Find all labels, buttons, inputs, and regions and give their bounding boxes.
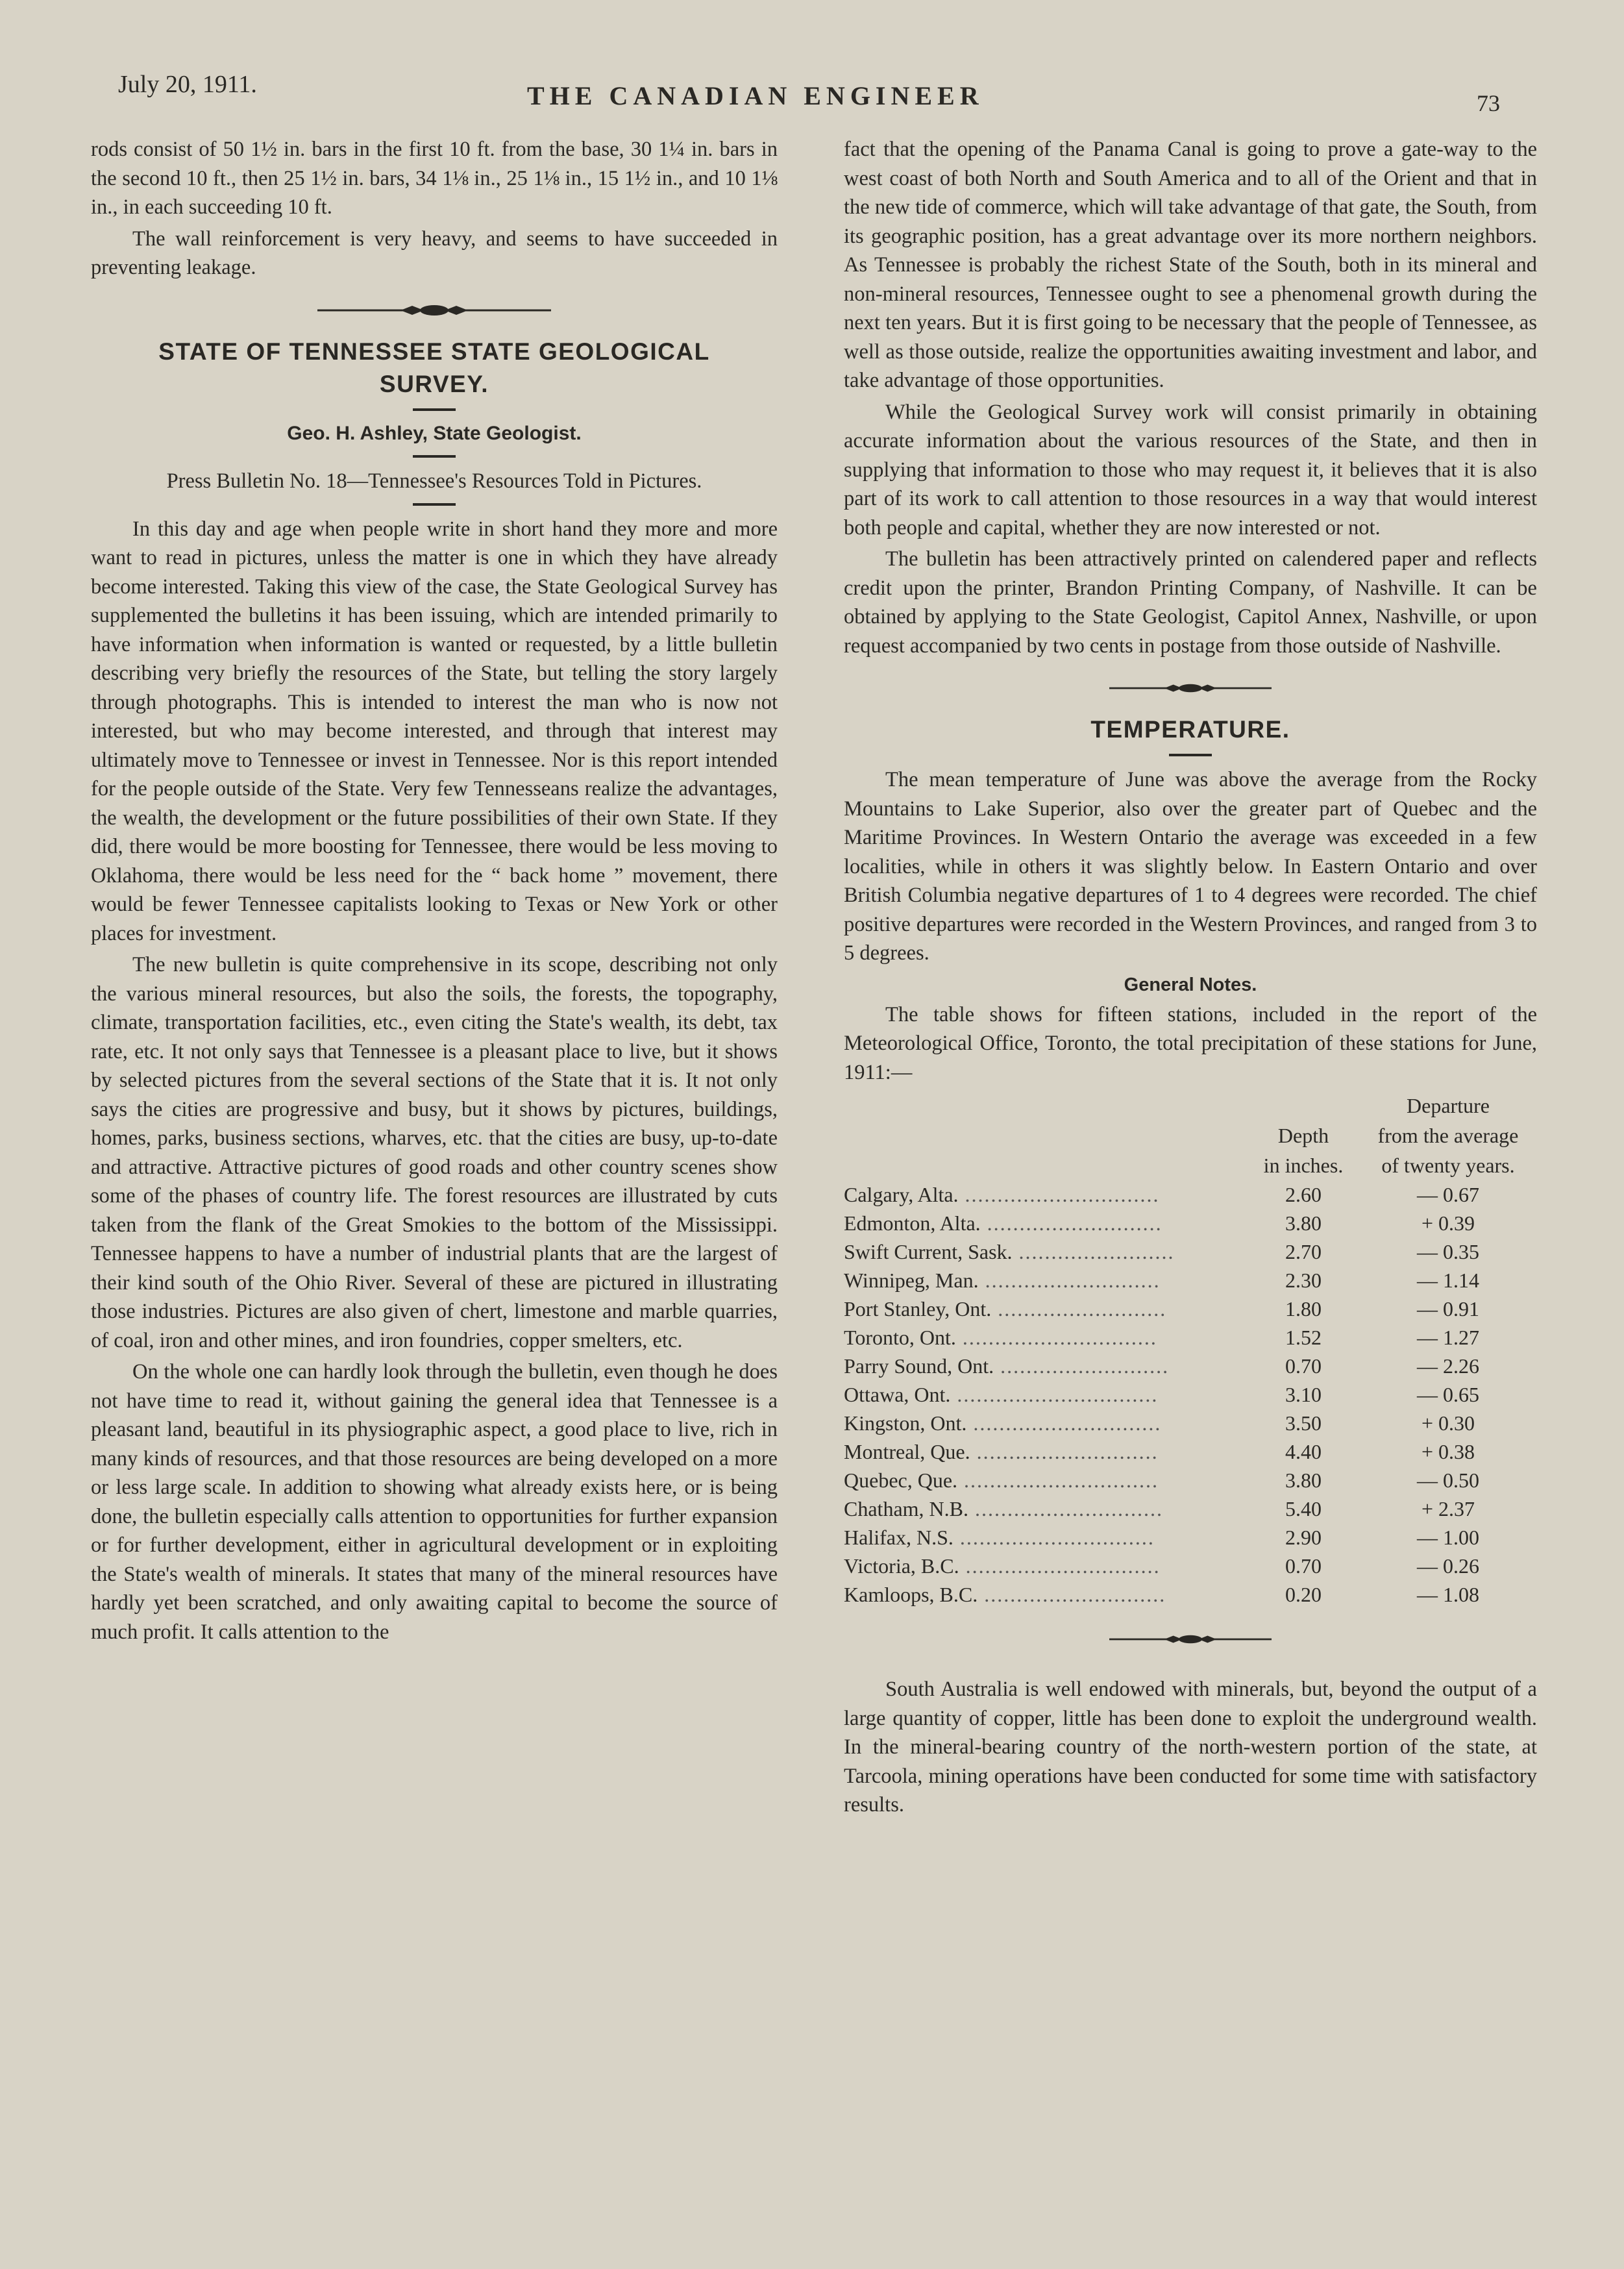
station-name: Port Stanley, Ont. — [844, 1297, 992, 1320]
byline: Geo. H. Ashley, State Geologist. — [287, 422, 582, 444]
ornament-divider — [1109, 1632, 1272, 1646]
depth-value: 1.80 — [1285, 1297, 1322, 1320]
issue-date: July 20, 1911. — [118, 71, 257, 98]
leader-dots: ............................ — [978, 1583, 1166, 1606]
leader-dots: ........................... — [980, 1211, 1163, 1235]
table-row — [844, 1494, 1537, 1523]
departure-value: — 2.26 — [1417, 1354, 1479, 1378]
table-row — [844, 1352, 1537, 1380]
leader-dots: ............................. — [968, 1497, 1163, 1520]
station-name: Halifax, N.S. — [844, 1526, 953, 1549]
departure-header-line: Departure — [1407, 1094, 1490, 1117]
departure-value: — 0.26 — [1417, 1554, 1479, 1578]
table-header-row — [844, 1121, 1537, 1150]
depth-value: 1.52 — [1285, 1326, 1322, 1349]
table-row — [844, 1380, 1537, 1409]
table-row — [844, 1209, 1537, 1237]
leader-dots: .............................. — [953, 1526, 1155, 1549]
continued-paragraph: fact that the opening of the Panama Canal is going to prove a gate-way to the west coast of both North and South America and to all of the Orient and that in the new tide of commerce, which will take advantage of that gate, the South, from its geographic position, has a great advantage over its more northern neighbors. As Tennessee is probably the richest State of the South, both in its mineral and non-mineral resources, Tennessee ought to see a phenomenal growth during the next ten years. But it is first going to be necessary that the people of Tennessee, as well as those outside, realize the opportunities awaiting investment and labor, and take advantage of those opportunities. — [844, 138, 1537, 392]
depth-header-line: in inches. — [1263, 1154, 1344, 1177]
station-name: Swift Current, Sask. — [844, 1240, 1013, 1263]
precipitation-table — [844, 1091, 1537, 1609]
departure-value: — 0.50 — [1417, 1469, 1479, 1492]
depth-value: 2.90 — [1285, 1526, 1322, 1549]
article-paragraph: The bulletin has been attractively printed on calendered paper and reflects credit upon the printer, Brandon Printing Company, of Nashville. It can be obtained by applying to the State Geologist, Capitol Annex, Nashville, or upon request accompanied by two cents in postage from those outside of Nashville. — [844, 547, 1537, 658]
station-name: Montreal, Que. — [844, 1440, 970, 1463]
station-name: Winnipeg, Man. — [844, 1269, 979, 1292]
table-row — [844, 1437, 1537, 1466]
leader-dots: ........................ — [1012, 1240, 1175, 1263]
departure-value: — 0.91 — [1417, 1297, 1479, 1320]
table-header-row — [844, 1091, 1537, 1121]
continued-paragraph: rods consist of 50 1½ in. bars in the first 10 ft. from the base, 30 1¼ in. bars in the second 10 ft., then 25 1½ in. bars, 34 1⅛ in., 25 1⅛ in., 15 1½ in., and 10 1⅛ in., in each succeeding 10 ft. — [91, 138, 778, 219]
leader-dots: .............................. — [957, 1469, 1159, 1492]
station-name: Edmonton, Alta. — [844, 1211, 981, 1235]
right-column — [844, 135, 1537, 1820]
table-row — [844, 1295, 1537, 1323]
depth-header-line: Depth — [1277, 1124, 1329, 1147]
table-row — [844, 1552, 1537, 1580]
title-rule — [413, 408, 456, 411]
depth-value: 3.10 — [1285, 1383, 1322, 1406]
departure-value: — 1.08 — [1417, 1583, 1479, 1606]
article-paragraph: On the whole one can hardly look through the bulletin, even though he does not have time to read it, without gaining the general idea that Tennessee is a pleasant land, beautiful in its physiographic aspect, a good place to live, rich in many kinds of resources, and that those resources are being developed on a more or less large scale. In addition to showing what already exists here, or is being done, the bulletin especially calls attention to opportunities for further expansion or for further development, either in agricultural development or in exploiting the State's wealth of minerals. It states that many of the mineral resources have hardly yet been scratched, and only awaiting capital to become the source of much profit. It calls attention to the — [91, 1360, 778, 1644]
left-column — [91, 135, 778, 1646]
table-row — [844, 1466, 1537, 1494]
departure-value: — 1.14 — [1417, 1269, 1479, 1292]
departure-value: + 2.37 — [1421, 1497, 1475, 1520]
station-name: Kingston, Ont. — [844, 1411, 967, 1435]
depth-value: 0.70 — [1285, 1554, 1322, 1578]
article-title: STATE OF TENNESSEE STATE GEOLOGICAL SURVEY. — [158, 338, 710, 397]
article-paragraph: In this day and age when people write in short hand they more and more want to read in pictures, unless the matter is one in which they have already become interested. Taking this view of the case, the State Geological Survey has supplemented the bulletins it has been issuing, which are intended primarily to have information when information is wanted or requested, by a little bulletin describing very briefly the resources of the State, but telling the story largely through photographs. This is intended to interest the man who is now not interested, but who may become interested, and through that interest may ultimately move to Tennessee or invest in Tennessee. Nor is this report intended for the people outside of the State. Very few Tennesseans realize the advantages, the wealth, the development or the future possibilities of their own State. If they did, there would be more boosting for Tennessee, there would be less moving to Oklahoma, there would be less need for the “ back home ” movement, there would be fewer Tennessee capitalists looking to Texas or New York or other places for investment. — [91, 517, 778, 945]
table-row — [844, 1580, 1537, 1609]
closing-paragraph: South Australia is well endowed with minerals, but, beyond the output of a large quantity of copper, little has been done to exploit the underground wealth. In the mineral-bearing country of the north-western portion of the state, at Tarcoola, mining operations have been conducted for some time with satisfactory results. — [844, 1678, 1537, 1816]
temperature-paragraph: The mean temperature of June was above the average from the Rocky Mountains to Lake Superior, also over the greater part of Quebec and the Maritime Provinces. In Western Ontario the average was exceeded in a few localities, while in others it was slightly below. In Eastern Ontario and over British Columbia negative departures of 1 to 4 degrees were recorded. The chief positive departures were recorded in the Western Provinces, and ranged from 3 to 5 degrees. — [844, 768, 1537, 965]
table-row — [844, 1523, 1537, 1552]
byline-rule — [413, 455, 456, 458]
departure-value: + 0.30 — [1421, 1411, 1475, 1435]
departure-value: + 0.38 — [1421, 1440, 1475, 1463]
leader-dots: .............................. — [955, 1326, 1157, 1349]
departure-value: — 0.65 — [1417, 1383, 1479, 1406]
leader-dots: .............................. — [958, 1183, 1160, 1206]
temperature-title: TEMPERATURE. — [1090, 716, 1290, 743]
depth-value: 4.40 — [1285, 1440, 1322, 1463]
table-row — [844, 1237, 1537, 1266]
depth-value: 0.70 — [1285, 1354, 1322, 1378]
depth-value: 0.20 — [1285, 1583, 1322, 1606]
table-row — [844, 1180, 1537, 1209]
general-notes-title: General Notes. — [1124, 974, 1257, 995]
station-name: Toronto, Ont. — [844, 1326, 956, 1349]
leader-dots: .......................... — [994, 1354, 1170, 1378]
temperature-rule — [1169, 754, 1212, 756]
departure-value: — 0.35 — [1417, 1240, 1479, 1263]
depth-value: 3.50 — [1285, 1411, 1322, 1435]
table-header-row — [844, 1150, 1537, 1180]
leader-dots: ............................. — [966, 1411, 1162, 1435]
journal-title: THE CANADIAN ENGINEER — [527, 81, 984, 110]
departure-header-line: of twenty years. — [1381, 1154, 1515, 1177]
leader-dots: .............................. — [959, 1554, 1161, 1578]
station-name: Ottawa, Ont. — [844, 1383, 951, 1406]
notes-paragraph: The table shows for fifteen stations, included in the report of the Meteorological Office, Toronto, the total precipitation of these stations for June, 1911:— — [844, 1002, 1537, 1084]
station-name: Parry Sound, Ont. — [844, 1354, 994, 1378]
depth-value: 2.60 — [1285, 1183, 1322, 1206]
departure-value: — 1.00 — [1417, 1526, 1479, 1549]
departure-header-line: from the average — [1377, 1124, 1519, 1147]
station-name: Quebec, Que. — [844, 1469, 958, 1492]
station-name: Victoria, B.C. — [844, 1554, 959, 1578]
continued-paragraph: The wall reinforcement is very heavy, and seems to have succeeded in preventing leakage. — [91, 227, 778, 279]
table-row — [844, 1266, 1537, 1295]
departure-value: — 1.27 — [1417, 1326, 1479, 1349]
station-name: Kamloops, B.C. — [844, 1583, 978, 1606]
ornament-divider — [317, 303, 551, 317]
departure-value: + 0.39 — [1421, 1211, 1475, 1235]
table-body — [844, 1180, 1537, 1609]
ornament-divider — [1109, 681, 1272, 695]
station-name: Calgary, Alta. — [844, 1183, 959, 1206]
depth-value: 2.30 — [1285, 1269, 1322, 1292]
article-paragraph: While the Geological Survey work will consist primarily in obtaining accurate information about the various resources of the State, and then in supplying that information to those who may request it, it believes that it is also part of its work to call attention to those resources in a way that would interest both people and capital, whether they are now interested or not. — [844, 400, 1537, 539]
leader-dots: ........................... — [978, 1269, 1161, 1292]
bulletin-subtitle: Press Bulletin No. 18—Tennessee's Resources Told in Pictures. — [166, 469, 702, 493]
depth-value: 3.80 — [1285, 1469, 1322, 1492]
page-number: 73 — [1477, 90, 1500, 116]
article-paragraph: The new bulletin is quite comprehensive in its scope, describing not only the various mineral resources, but also the soils, the forests, the topography, climate, transportation facilities, etc., even citing the State's wealth, its debt, tax rate, etc. It not only says that Tennessee is a pleasant place to live, but it shows by selected pictures from the several sections of the State that it is. It not only says the cities are progressive and busy, but it shows by pictures, buildings, homes, parks, business sections, wharves, etc. that the cities are busy, up-to-date and attractive. Attractive pictures of good roads and other country scenes show some of the phases of country life. The forest resources are illustrated by cuts taken from the flank of the Great Smokies to the bottom of the Mississippi. Tennessee happens to have a number of industrial plants that are the largest of their kind south of the Ohio River. Several of these are pictured in illustrating those industries. Pictures are also given of chert, limestone and marble quarries, of coal, iron and other mines, and iron foundries, copper smelters, etc. — [91, 953, 778, 1352]
leader-dots: .......................... — [991, 1297, 1167, 1320]
table-row — [844, 1409, 1537, 1437]
departure-value: — 0.67 — [1417, 1183, 1479, 1206]
depth-value: 2.70 — [1285, 1240, 1322, 1263]
depth-value: 3.80 — [1285, 1211, 1322, 1235]
leader-dots: ............................... — [950, 1383, 1159, 1406]
leader-dots: ............................ — [970, 1440, 1159, 1463]
station-name: Chatham, N.B. — [844, 1497, 968, 1520]
table-row — [844, 1323, 1537, 1352]
depth-value: 5.40 — [1285, 1497, 1322, 1520]
bulletin-rule — [413, 503, 456, 506]
